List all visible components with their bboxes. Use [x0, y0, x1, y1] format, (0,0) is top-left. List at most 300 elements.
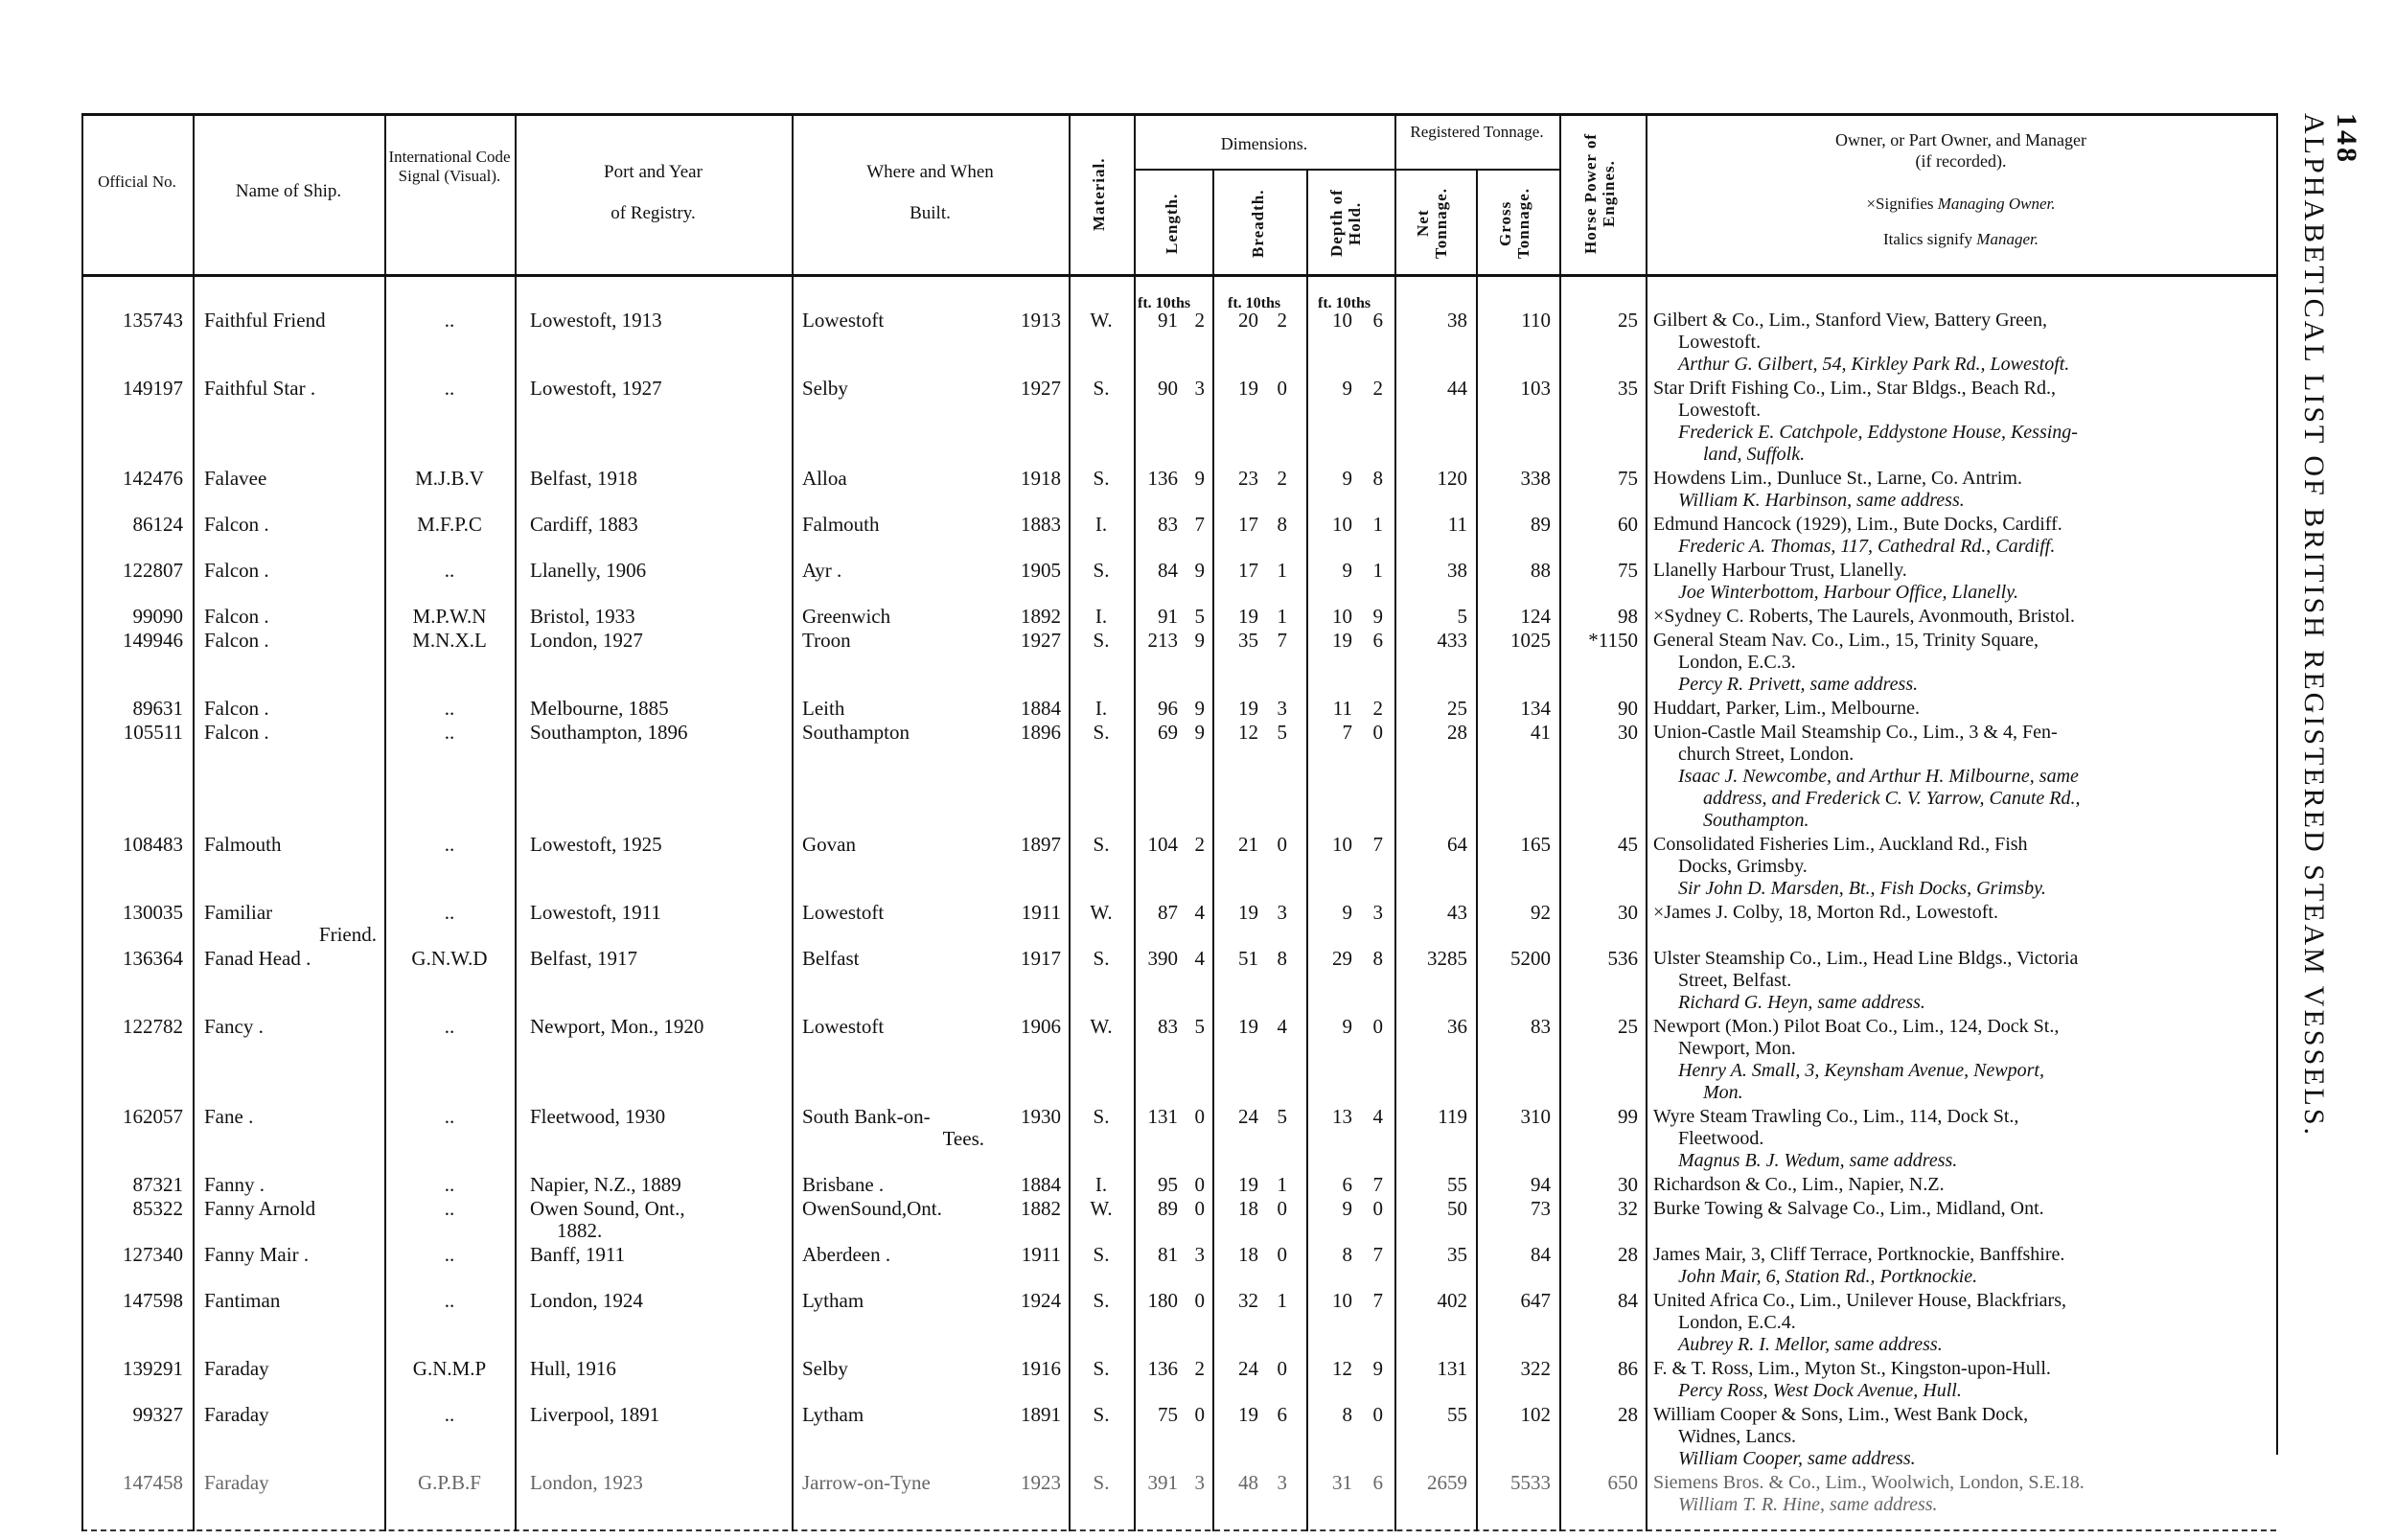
- cell-hp: 32: [1618, 1197, 1638, 1220]
- cell-built-place: OwenSound,Ont.: [802, 1197, 942, 1220]
- cell-material: S.: [1093, 1471, 1110, 1494]
- cell-len-t: 9: [1194, 629, 1205, 652]
- cell-dp-t: 7: [1372, 1289, 1383, 1312]
- cell-name: Fanny Mair .: [204, 1243, 310, 1266]
- owner-entry: [1653, 722, 2267, 832]
- manager-line: Arthur G. Gilbert, 54, Kirkley Park Rd., Lowestoft.: [1678, 354, 2070, 375]
- cell-hp: 60: [1618, 513, 1638, 536]
- cell-built-year: 1911: [1021, 1243, 1061, 1266]
- owner-note-italic: Managing Owner.: [1937, 195, 2056, 213]
- cell-name: Faraday: [204, 1471, 269, 1494]
- cell-built-place: Greenwich: [802, 605, 891, 628]
- cell-built-year: 1891: [1021, 1403, 1061, 1426]
- header-net: Net Tonnage.: [1414, 188, 1450, 259]
- units-length: ft. 10ths: [1138, 295, 1191, 311]
- manager-line: William T. R. Hine, same address.: [1678, 1494, 1938, 1515]
- owner-line: Newport, Mon.: [1678, 1038, 1796, 1059]
- cell-dp-t: 7: [1372, 1243, 1383, 1266]
- owner-line: Howdens Lim., Dunluce St., Larne, Co. Antrim.: [1653, 468, 2022, 489]
- cell-signal: M.N.X.L: [412, 629, 487, 652]
- manager-line: Aubrey R. I. Mellor, same address.: [1678, 1334, 1943, 1355]
- owner-entry: [1653, 1290, 2267, 1356]
- cell-dp-t: 6: [1372, 629, 1383, 652]
- manager-line: Richard G. Heyn, same address.: [1678, 992, 1925, 1013]
- cell-built-year: 1930: [1021, 1105, 1061, 1128]
- cell-port: Lowestoft, 1925: [530, 833, 662, 856]
- cell-dp-t: 7: [1372, 1173, 1383, 1196]
- cell-name: Fanny Arnold: [204, 1197, 316, 1220]
- owner-entry: [1653, 1472, 2267, 1516]
- cell-len-ft: 91: [1158, 605, 1178, 628]
- cell-br-t: 1: [1277, 1289, 1287, 1312]
- cell-no: 130035: [123, 901, 183, 924]
- header-built-1: Where and When: [866, 162, 994, 182]
- cell-gross: 165: [1520, 833, 1551, 856]
- manager-line: land, Suffolk.: [1703, 444, 1806, 465]
- cell-hp: 30: [1618, 1173, 1638, 1196]
- cell-len-t: 0: [1194, 1289, 1205, 1312]
- header-official-no: Official No.: [98, 172, 176, 191]
- owner-entry: [1653, 1244, 2267, 1288]
- cell-hp: 99: [1618, 1105, 1638, 1128]
- cell-no: 86124: [132, 513, 183, 536]
- cell-gross: 103: [1520, 377, 1551, 400]
- cell-hp: 98: [1618, 605, 1638, 628]
- cell-name: Falcon .: [204, 513, 269, 536]
- cell-name: Fantiman: [204, 1289, 281, 1312]
- cell-len-t: 9: [1194, 467, 1205, 490]
- owner-line: Burke Towing & Salvage Co., Lim., Midland, Ont.: [1653, 1198, 2044, 1219]
- header-breadth: Breadth.: [1249, 189, 1267, 259]
- cell-gross: 322: [1520, 1357, 1551, 1380]
- cell-name: Faithful Star .: [204, 377, 316, 400]
- cell-len-ft: 96: [1158, 697, 1178, 720]
- cell-gross: 73: [1531, 1197, 1551, 1220]
- cell-dp-ft: 7: [1342, 721, 1352, 744]
- cell-no: 136364: [123, 947, 183, 970]
- cell-port: London, 1924: [530, 1289, 643, 1312]
- cell-port: Cardiff, 1883: [530, 513, 638, 536]
- cell-signal: ..: [444, 697, 455, 720]
- cell-dp-ft: 8: [1342, 1403, 1352, 1426]
- cell-built-year: 1884: [1021, 1173, 1061, 1196]
- header-port-1: Port and Year: [604, 162, 703, 182]
- cell-name: Falcon .: [204, 559, 269, 582]
- cell-net: 50: [1447, 1197, 1467, 1220]
- cell-built-place: Ayr .: [802, 559, 842, 582]
- cell-dp-ft: 9: [1342, 1197, 1352, 1220]
- cell-gross: 41: [1531, 721, 1551, 744]
- cell-no: 99327: [132, 1403, 183, 1426]
- owner-note-text: ×Signifies: [1866, 195, 1938, 213]
- cell-dp-ft: 9: [1342, 901, 1352, 924]
- cell-built-year: 1905: [1021, 559, 1061, 582]
- cell-dp-t: 9: [1372, 605, 1383, 628]
- manager-line: Mon.: [1703, 1082, 1743, 1103]
- cell-no: 122782: [123, 1015, 183, 1038]
- cell-dp-t: 0: [1372, 1197, 1383, 1220]
- owner-line: Lowestoft.: [1678, 332, 1762, 353]
- cell-dp-t: 2: [1372, 377, 1383, 400]
- cell-gross: 102: [1520, 1403, 1551, 1426]
- cell-built-place: Govan: [802, 833, 856, 856]
- cell-len-ft: 83: [1158, 1015, 1178, 1038]
- cell-dp-t: 4: [1372, 1105, 1383, 1128]
- cell-len-ft: 89: [1158, 1197, 1178, 1220]
- manager-line: Sir John D. Marsden, Bt., Fish Docks, Grimsby.: [1678, 878, 2046, 899]
- manager-line: Isaac J. Newcombe, and Arthur H. Milbourne, same: [1678, 766, 2079, 787]
- cell-material: S.: [1093, 467, 1110, 490]
- cell-br-ft: 19: [1238, 1403, 1258, 1426]
- owner-line: London, E.C.4.: [1678, 1312, 1796, 1333]
- owner-line: Edmund Hancock (1929), Lim., Bute Docks, Cardiff.: [1653, 514, 2062, 535]
- manager-line: William Cooper, same address.: [1678, 1448, 1916, 1469]
- cell-signal: ..: [444, 1197, 455, 1220]
- owner-entry: [1653, 514, 2267, 558]
- cell-len-t: 0: [1194, 1105, 1205, 1128]
- cell-dp-ft: 6: [1342, 1173, 1352, 1196]
- cell-signal: M.P.W.N: [412, 605, 487, 628]
- cell-br-ft: 48: [1238, 1471, 1258, 1494]
- cell-net: 35: [1447, 1243, 1467, 1266]
- cell-built-year: 1897: [1021, 833, 1061, 856]
- cell-no: 135743: [123, 309, 183, 332]
- cell-len-t: 4: [1194, 901, 1205, 924]
- cell-material: W.: [1090, 309, 1113, 332]
- owner-line: Ulster Steamship Co., Lim., Head Line Bldgs., Victoria: [1653, 948, 2079, 969]
- owner-line: Lowestoft.: [1678, 400, 1762, 421]
- header-rule: [81, 274, 2276, 277]
- cell-material: W.: [1090, 1015, 1113, 1038]
- cell-built-cont: Tees.: [942, 1127, 984, 1150]
- cell-dp-t: 6: [1372, 309, 1383, 332]
- cell-built-place: Leith: [802, 697, 845, 720]
- owner-note-italic: Manager.: [1976, 230, 2039, 248]
- cell-net: 402: [1437, 1289, 1467, 1312]
- cell-gross: 1025: [1510, 629, 1551, 652]
- cell-signal: ..: [444, 1243, 455, 1266]
- tonnage-rule: [1394, 169, 1559, 171]
- owner-line: Wyre Steam Trawling Co., Lim., 114, Dock St.,: [1653, 1106, 2019, 1127]
- cell-gross: 89: [1531, 513, 1551, 536]
- cell-br-t: 2: [1277, 309, 1287, 332]
- cell-hp: 28: [1618, 1243, 1638, 1266]
- cell-br-ft: 23: [1238, 467, 1258, 490]
- owner-line: General Steam Nav. Co., Lim., 15, Trinity Square,: [1653, 630, 2039, 651]
- cell-no: 122807: [123, 559, 183, 582]
- cell-dp-ft: 10: [1332, 605, 1352, 628]
- cell-len-ft: 180: [1147, 1289, 1178, 1312]
- cell-len-t: 2: [1194, 833, 1205, 856]
- cell-signal: ..: [444, 1105, 455, 1128]
- cell-signal: ..: [444, 309, 455, 332]
- column-divider: [2276, 113, 2278, 1455]
- cell-name: Falcon .: [204, 629, 269, 652]
- cell-br-t: 8: [1277, 513, 1287, 536]
- manager-line: Southampton.: [1703, 810, 1809, 831]
- cell-dp-t: 0: [1372, 721, 1383, 744]
- cell-dp-ft: 10: [1332, 1289, 1352, 1312]
- header-gross: Gross Tonnage.: [1496, 188, 1532, 259]
- cell-dp-ft: 12: [1332, 1357, 1352, 1380]
- cell-hp: 25: [1618, 309, 1638, 332]
- cell-built-year: 1884: [1021, 697, 1061, 720]
- owner-entry: [1653, 698, 2267, 720]
- cell-net: 5: [1457, 605, 1467, 628]
- cell-gross: 124: [1520, 605, 1551, 628]
- owner-line: Siemens Bros. & Co., Lim., Woolwich, London, S.E.18.: [1653, 1472, 2085, 1493]
- cell-dp-t: 1: [1372, 559, 1383, 582]
- cell-built-year: 1883: [1021, 513, 1061, 536]
- cell-signal: ..: [444, 377, 455, 400]
- running-title: ALPHABETICAL LIST OF BRITISH REGISTERED STEAM VESSELS.: [2298, 113, 2330, 1138]
- header-port-2: of Registry.: [611, 203, 696, 223]
- cell-material: I.: [1094, 605, 1108, 628]
- cell-built-place: Aberdeen .: [802, 1243, 891, 1266]
- cell-signal: ..: [444, 901, 455, 924]
- cell-len-ft: 75: [1158, 1403, 1178, 1426]
- cell-built-year: 1923: [1021, 1471, 1061, 1494]
- page-number: 148: [2331, 113, 2362, 165]
- header-owner-2: (if recorded).: [1915, 151, 2007, 171]
- cell-no: 139291: [123, 1357, 183, 1380]
- manager-line: Percy Ross, West Dock Avenue, Hull.: [1678, 1380, 1962, 1401]
- cell-br-ft: 18: [1238, 1197, 1258, 1220]
- cell-br-t: 2: [1277, 467, 1287, 490]
- cell-gross: 338: [1520, 467, 1551, 490]
- cell-material: W.: [1090, 1197, 1113, 1220]
- owner-line: Street, Belfast.: [1678, 970, 1792, 991]
- cell-material: S.: [1093, 833, 1110, 856]
- cell-net: 25: [1447, 697, 1467, 720]
- cell-len-t: 2: [1194, 1357, 1205, 1380]
- header-owner-1: Owner, or Part Owner, and Manager: [1835, 130, 2086, 149]
- cell-br-t: 1: [1277, 1173, 1287, 1196]
- owner-line: Llanelly Harbour Trust, Llanelly.: [1653, 560, 1907, 581]
- cell-built-year: 1924: [1021, 1289, 1061, 1312]
- cell-material: I.: [1094, 697, 1108, 720]
- owner-entry: [1653, 1106, 2267, 1172]
- cell-built-year: 1917: [1021, 947, 1061, 970]
- cell-name: Fanny .: [204, 1173, 265, 1196]
- cell-signal: ..: [444, 1015, 455, 1038]
- cell-br-t: 5: [1277, 1105, 1287, 1128]
- cell-br-ft: 35: [1238, 629, 1258, 652]
- cell-br-t: 0: [1277, 1357, 1287, 1380]
- cell-hp: 25: [1618, 1015, 1638, 1038]
- cell-built-year: 1906: [1021, 1015, 1061, 1038]
- cell-len-ft: 95: [1158, 1173, 1178, 1196]
- owner-line: William Cooper & Sons, Lim., West Bank Dock,: [1653, 1404, 2029, 1425]
- cell-len-ft: 136: [1147, 1357, 1178, 1380]
- cell-no: 89631: [132, 697, 183, 720]
- cell-br-t: 0: [1277, 833, 1287, 856]
- cell-no: 87321: [132, 1173, 183, 1196]
- cell-port: London, 1923: [530, 1471, 643, 1494]
- cell-port: Liverpool, 1891: [530, 1403, 660, 1426]
- manager-line: Frederick E. Catchpole, Eddystone House, Kessing-: [1678, 422, 2078, 443]
- cell-gross: 5533: [1510, 1471, 1551, 1494]
- cell-len-t: 9: [1194, 721, 1205, 744]
- cell-port: Napier, N.Z., 1889: [530, 1173, 681, 1196]
- cell-name: Faithful Friend: [204, 309, 326, 332]
- cell-br-t: 0: [1277, 1197, 1287, 1220]
- cell-dp-ft: 19: [1332, 629, 1352, 652]
- owner-line: church Street, London.: [1678, 744, 1855, 765]
- cell-port: Southampton, 1896: [530, 721, 688, 744]
- cell-hp: 86: [1618, 1357, 1638, 1380]
- cell-no: 149946: [123, 629, 183, 652]
- cell-br-ft: 12: [1238, 721, 1258, 744]
- cell-dp-t: 7: [1372, 833, 1383, 856]
- owner-entry: [1653, 1198, 2267, 1220]
- cell-no: 147458: [123, 1471, 183, 1494]
- cell-built-place: Jarrow-on-Tyne: [802, 1471, 931, 1494]
- cell-material: S.: [1093, 1243, 1110, 1266]
- cell-br-ft: 19: [1238, 1015, 1258, 1038]
- cell-dp-t: 3: [1372, 901, 1383, 924]
- owner-entry: [1653, 606, 2267, 628]
- cell-dp-ft: 29: [1332, 947, 1352, 970]
- cell-dp-t: 0: [1372, 1015, 1383, 1038]
- cell-gross: 5200: [1510, 947, 1551, 970]
- cell-name: Familiar: [204, 901, 273, 924]
- cell-built-year: 1916: [1021, 1357, 1061, 1380]
- owner-line: Docks, Grimsby.: [1678, 856, 1808, 877]
- cell-signal: M.J.B.V: [415, 467, 484, 490]
- owner-entry: [1653, 1016, 2267, 1104]
- cell-br-ft: 19: [1238, 901, 1258, 924]
- cell-built-place: Lowestoft: [802, 901, 885, 924]
- cell-br-t: 8: [1277, 947, 1287, 970]
- cell-dp-ft: 9: [1342, 559, 1352, 582]
- owner-entry: [1653, 1174, 2267, 1196]
- cell-material: W.: [1090, 901, 1113, 924]
- cell-no: 142476: [123, 467, 183, 490]
- cell-dp-ft: 10: [1332, 309, 1352, 332]
- cell-dp-ft: 8: [1342, 1243, 1352, 1266]
- owner-line: ×Sydney C. Roberts, The Laurels, Avonmouth, Bristol.: [1653, 606, 2075, 627]
- cell-signal: M.F.P.C: [417, 513, 482, 536]
- cell-built-place: Southampton: [802, 721, 910, 744]
- cell-net: 44: [1447, 377, 1467, 400]
- cell-port: Belfast, 1918: [530, 467, 637, 490]
- header-owner-note-2: [1646, 230, 2276, 249]
- cell-dp-ft: 10: [1332, 833, 1352, 856]
- cell-built-year: 1882: [1021, 1197, 1061, 1220]
- cell-signal: ..: [444, 1403, 455, 1426]
- cell-br-ft: 51: [1238, 947, 1258, 970]
- cell-dp-t: 1: [1372, 513, 1383, 536]
- cell-dp-ft: 9: [1342, 467, 1352, 490]
- cell-len-t: 5: [1194, 605, 1205, 628]
- cell-built-place: Lowestoft: [802, 1015, 885, 1038]
- owner-line: Huddart, Parker, Lim., Melbourne.: [1653, 698, 1921, 719]
- cell-br-t: 0: [1277, 1243, 1287, 1266]
- register-table: [81, 113, 2276, 1531]
- cell-dp-t: 8: [1372, 947, 1383, 970]
- cell-len-ft: 83: [1158, 513, 1178, 536]
- header-name: Name of Ship.: [235, 181, 342, 201]
- cell-hp: 84: [1618, 1289, 1638, 1312]
- cell-gross: 110: [1521, 309, 1551, 332]
- cell-dp-t: 0: [1372, 1403, 1383, 1426]
- cell-built-year: 1918: [1021, 467, 1061, 490]
- cell-built-place: Lytham: [802, 1289, 864, 1312]
- manager-line: address, and Frederick C. V. Yarrow, Canute Rd.,: [1703, 788, 2081, 809]
- cell-built-year: 1892: [1021, 605, 1061, 628]
- cell-br-t: 3: [1277, 1471, 1287, 1494]
- cell-name: Falmouth: [204, 833, 282, 856]
- cell-name: Fanad Head .: [204, 947, 311, 970]
- cell-built-place: Brisbane .: [802, 1173, 885, 1196]
- cell-name: Fane .: [204, 1105, 254, 1128]
- cell-br-ft: 19: [1238, 697, 1258, 720]
- cell-no: 108483: [123, 833, 183, 856]
- cell-port: Owen Sound, Ont.,: [530, 1197, 685, 1220]
- cell-hp: 536: [1607, 947, 1638, 970]
- cell-br-t: 3: [1277, 697, 1287, 720]
- cell-br-t: 4: [1277, 1015, 1287, 1038]
- cell-len-t: 2: [1194, 309, 1205, 332]
- cell-br-t: 1: [1277, 559, 1287, 582]
- cell-len-t: 3: [1194, 377, 1205, 400]
- cell-no: 162057: [123, 1105, 183, 1128]
- cell-len-ft: 81: [1158, 1243, 1178, 1266]
- manager-line: William K. Harbinson, same address.: [1678, 490, 1965, 511]
- cell-len-ft: 131: [1147, 1105, 1178, 1128]
- cell-dp-ft: 9: [1342, 377, 1352, 400]
- cell-built-place: Lytham: [802, 1403, 864, 1426]
- cell-no: 99090: [132, 605, 183, 628]
- cell-len-ft: 90: [1158, 377, 1178, 400]
- cell-material: S.: [1093, 947, 1110, 970]
- header-reg-tonnage: Registered Tonnage.: [1410, 123, 1544, 141]
- cell-material: S.: [1093, 721, 1110, 744]
- cell-hp: 35: [1618, 377, 1638, 400]
- cell-net: 11: [1447, 513, 1467, 536]
- cell-br-ft: 32: [1238, 1289, 1258, 1312]
- header-depth: Depth of Hold.: [1327, 189, 1364, 258]
- cell-no: 147598: [123, 1289, 183, 1312]
- cell-port: Llanelly, 1906: [530, 559, 647, 582]
- cell-br-ft: 24: [1238, 1357, 1258, 1380]
- manager-line: John Mair, 6, Station Rd., Portknockie.: [1678, 1266, 1978, 1287]
- cell-dp-ft: 31: [1332, 1471, 1352, 1494]
- cell-port: Bristol, 1933: [530, 605, 635, 628]
- owner-entry: [1653, 1404, 2267, 1470]
- header-signal: International Code Signal (Visual).: [388, 148, 511, 185]
- cell-hp: 28: [1618, 1403, 1638, 1426]
- owner-entry: [1653, 948, 2267, 1014]
- cell-br-ft: 17: [1238, 513, 1258, 536]
- cell-hp: *1150: [1588, 629, 1638, 652]
- cell-no: 85322: [132, 1197, 183, 1220]
- cell-dp-ft: 10: [1332, 513, 1352, 536]
- cell-len-ft: 91: [1158, 309, 1178, 332]
- cell-name: Falcon .: [204, 605, 269, 628]
- cell-net: 38: [1447, 559, 1467, 582]
- cell-material: I.: [1094, 513, 1108, 536]
- owner-line: Union-Castle Mail Steamship Co., Lim., 3 & 4, Fen-: [1653, 722, 2058, 743]
- cell-gross: 94: [1531, 1173, 1551, 1196]
- cell-dp-ft: 9: [1342, 1015, 1352, 1038]
- column-divider: [193, 113, 195, 1531]
- cell-br-ft: 17: [1238, 559, 1258, 582]
- cell-br-ft: 19: [1238, 605, 1258, 628]
- cell-built-year: 1911: [1021, 901, 1061, 924]
- cell-gross: 310: [1520, 1105, 1551, 1128]
